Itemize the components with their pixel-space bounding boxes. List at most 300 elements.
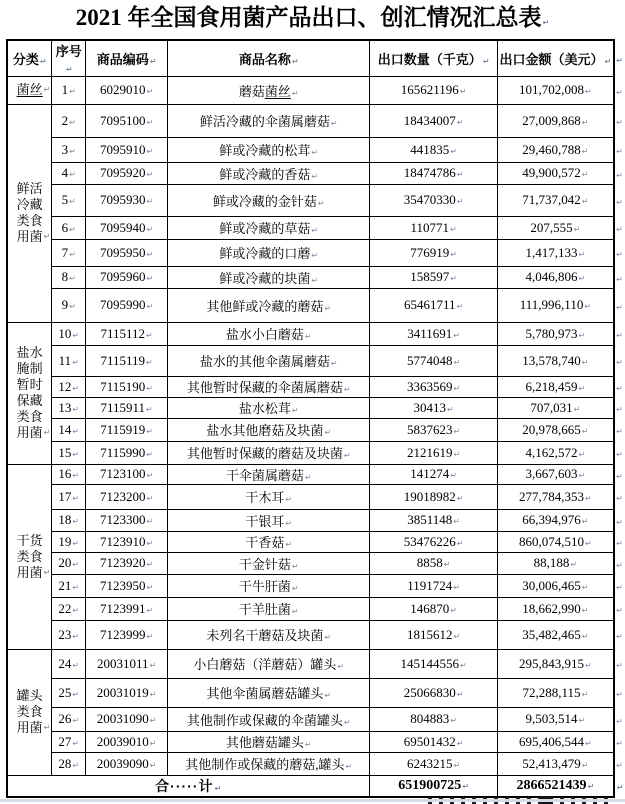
return-mark-icon: ↵ bbox=[146, 383, 153, 393]
return-mark-icon: ↵ bbox=[72, 330, 80, 340]
return-mark-icon: ↵ bbox=[616, 170, 623, 180]
return-mark-icon: ↵ bbox=[146, 538, 154, 548]
return-mark-icon: ↵ bbox=[69, 87, 76, 96]
table-header bbox=[7, 40, 624, 76]
return-mark-icon: ↵ bbox=[616, 147, 623, 156]
row-end-mark bbox=[614, 266, 624, 288]
return-mark-icon: ↵ bbox=[69, 117, 76, 127]
serial-cell: 3↵ bbox=[52, 137, 86, 162]
return-mark-icon: ↵ bbox=[146, 517, 154, 526]
code-cell: 7095910↵ bbox=[86, 137, 168, 162]
return-mark-icon: ↵ bbox=[43, 567, 51, 577]
code-cell: 7095930↵ bbox=[86, 184, 168, 216]
product-name-cell: 鲜活冷藏的伞菌属蘑菇↵ bbox=[168, 104, 370, 137]
return-mark-icon: ↵ bbox=[450, 605, 457, 615]
product-name-cell: 干香菇↵ bbox=[168, 531, 370, 552]
return-mark-icon: ↵ bbox=[72, 404, 80, 414]
product-name-cell: 盐水松茸↵ bbox=[168, 397, 370, 418]
return-mark-icon: ↵ bbox=[72, 738, 80, 748]
return-mark-icon: ↵ bbox=[616, 118, 623, 127]
return-mark-icon: ↵ bbox=[146, 493, 154, 503]
row-end-mark bbox=[614, 484, 624, 509]
return-mark-icon: ↵ bbox=[581, 170, 589, 179]
return-mark-icon: ↵ bbox=[616, 302, 623, 312]
category-cell bbox=[7, 76, 52, 104]
code-cell: 7123999↵ bbox=[86, 620, 168, 649]
serial-cell: 1↵ bbox=[52, 76, 86, 104]
amount-cell: 295,843,915↵ bbox=[497, 649, 614, 678]
return-mark-icon: ↵ bbox=[616, 560, 623, 570]
product-name-cell: 其他伞菌属蘑菇罐头↵ bbox=[168, 678, 370, 707]
column-header-category: 分类↵ bbox=[7, 40, 52, 76]
table-row bbox=[7, 531, 624, 552]
return-mark-icon: ↵ bbox=[69, 170, 76, 179]
product-name-cell: 其他蘑菇罐头↵ bbox=[168, 731, 370, 752]
row-end-mark bbox=[614, 162, 624, 184]
return-mark-icon: ↵ bbox=[616, 783, 624, 793]
total-quantity-cell: 651900725↵ bbox=[370, 775, 497, 797]
return-mark-icon: ↵ bbox=[616, 517, 623, 527]
total-amount-cell: 2866521439↵ bbox=[497, 775, 614, 797]
serial-cell: 4↵ bbox=[52, 162, 86, 184]
return-mark-icon: ↵ bbox=[456, 738, 464, 748]
return-mark-icon: ↵ bbox=[72, 493, 80, 503]
row-end-mark bbox=[614, 345, 624, 376]
return-mark-icon: ↵ bbox=[291, 584, 299, 593]
serial-cell: 22↵ bbox=[52, 597, 86, 620]
table-row bbox=[7, 597, 624, 620]
return-mark-icon: ↵ bbox=[581, 631, 589, 641]
return-mark-icon: ↵ bbox=[585, 738, 592, 748]
return-mark-icon: ↵ bbox=[291, 607, 299, 616]
serial-cell: 12↵ bbox=[52, 376, 86, 397]
quantity-cell: 146870↵ bbox=[370, 597, 497, 620]
return-mark-icon: ↵ bbox=[304, 472, 312, 482]
return-mark-icon: ↵ bbox=[453, 426, 461, 436]
product-name-cell: 其他暂时保藏的蘑菇及块菌↵ bbox=[168, 441, 370, 464]
return-mark-icon: ↵ bbox=[616, 384, 623, 393]
category-cell bbox=[7, 322, 52, 464]
category-label: 罐头类食用菌 ↵ bbox=[16, 688, 51, 735]
page-title bbox=[0, 3, 625, 38]
return-mark-icon: ↵ bbox=[69, 302, 76, 311]
return-mark-icon: ↵ bbox=[616, 716, 623, 726]
row-end-mark bbox=[614, 76, 624, 104]
row-end-mark bbox=[614, 397, 624, 418]
code-cell: 7095960↵ bbox=[86, 266, 168, 288]
product-name-cell: 其他鲜或冷藏的蘑菇↵ bbox=[168, 288, 370, 322]
row-end-mark bbox=[614, 552, 624, 574]
return-mark-icon: ↵ bbox=[482, 56, 490, 66]
product-name-cell: 鲜或冷藏的松茸↵ bbox=[168, 137, 370, 162]
code-cell: 20031090↵ bbox=[86, 707, 168, 731]
row-end-mark bbox=[614, 531, 624, 552]
row-end-mark bbox=[614, 418, 624, 441]
product-name-cell: 干伞菌属蘑菇↵ bbox=[168, 464, 370, 484]
table-row bbox=[7, 464, 624, 484]
return-mark-icon: ↵ bbox=[72, 471, 80, 480]
return-mark-icon: ↵ bbox=[324, 428, 332, 437]
total-row bbox=[7, 775, 624, 797]
table-row bbox=[7, 620, 624, 649]
serial-cell: 28↵ bbox=[52, 752, 86, 775]
return-mark-icon: ↵ bbox=[585, 538, 592, 548]
product-name-cell: 盐水的其他伞菌属蘑菇↵ bbox=[168, 345, 370, 376]
amount-cell: 277,784,353↵ bbox=[497, 484, 614, 509]
quantity-cell: 3411691↵ bbox=[370, 322, 497, 345]
product-name-cell: 鲜或冷藏的草菇↵ bbox=[168, 216, 370, 239]
return-mark-icon: ↵ bbox=[616, 225, 623, 234]
product-name-cell: 蘑菇菌丝↵ bbox=[168, 76, 370, 104]
table-body bbox=[7, 76, 624, 775]
table-row bbox=[7, 752, 624, 775]
return-mark-icon: ↵ bbox=[146, 170, 154, 179]
quantity-cell: 8858↵ bbox=[370, 552, 497, 574]
return-mark-icon: ↵ bbox=[578, 471, 586, 480]
return-mark-icon: ↵ bbox=[450, 716, 457, 725]
amount-cell: 1,417,133↵ bbox=[497, 239, 614, 266]
code-cell: 7123920↵ bbox=[86, 552, 168, 574]
product-name-cell: 鲜或冷藏的香菇↵ bbox=[168, 162, 370, 184]
return-mark-icon: ↵ bbox=[570, 560, 578, 569]
return-mark-icon: ↵ bbox=[146, 330, 153, 340]
return-mark-icon: ↵ bbox=[146, 87, 154, 96]
table-row bbox=[7, 649, 624, 678]
table-row bbox=[7, 184, 624, 216]
table-row bbox=[7, 376, 624, 397]
return-mark-icon: ↵ bbox=[330, 119, 338, 128]
return-mark-icon: ↵ bbox=[214, 783, 223, 793]
table-row bbox=[7, 418, 624, 441]
column-header-quantity: 出口数量（千克）↵ bbox=[370, 40, 497, 76]
return-mark-icon: ↵ bbox=[584, 302, 592, 311]
return-mark-icon: ↵ bbox=[585, 493, 592, 503]
return-mark-icon: ↵ bbox=[450, 146, 457, 156]
return-mark-icon: ↵ bbox=[311, 251, 319, 260]
quantity-cell: 25066830↵ bbox=[370, 678, 497, 707]
amount-cell: 3,667,603↵ bbox=[497, 464, 614, 484]
return-mark-icon: ↵ bbox=[616, 274, 623, 284]
amount-cell: 9,503,514↵ bbox=[497, 707, 614, 731]
return-mark-icon: ↵ bbox=[456, 538, 464, 548]
table-row bbox=[7, 484, 624, 509]
code-cell: 20039010↵ bbox=[86, 731, 168, 752]
return-mark-icon: ↵ bbox=[146, 471, 154, 480]
quantity-cell: 1191724↵ bbox=[370, 574, 497, 597]
serial-cell: 21↵ bbox=[52, 574, 86, 597]
row-end-mark bbox=[614, 649, 624, 678]
serial-cell: 20↵ bbox=[52, 552, 86, 574]
code-cell: 7123300↵ bbox=[86, 509, 168, 531]
product-name-cell: 鲜或冷藏的金针菇↵ bbox=[168, 184, 370, 216]
return-mark-icon: ↵ bbox=[616, 450, 623, 459]
return-mark-icon: ↵ bbox=[146, 426, 153, 436]
row-end-mark bbox=[614, 216, 624, 239]
return-mark-icon: ↵ bbox=[72, 631, 80, 641]
return-mark-icon: ↵ bbox=[149, 689, 157, 699]
quantity-cell: 145144556↵ bbox=[370, 649, 497, 678]
return-mark-icon: ↵ bbox=[453, 383, 461, 393]
return-mark-icon: ↵ bbox=[291, 88, 299, 98]
return-mark-icon: ↵ bbox=[616, 358, 623, 367]
quantity-cell: 18474786↵ bbox=[370, 162, 497, 184]
return-mark-icon: ↵ bbox=[285, 540, 293, 549]
amount-cell: 111,996,110↵ bbox=[497, 288, 614, 322]
code-cell: 6029010↵ bbox=[86, 76, 168, 104]
return-mark-icon: ↵ bbox=[616, 405, 623, 414]
return-mark-icon: ↵ bbox=[146, 605, 154, 615]
code-cell: 7115919↵ bbox=[86, 418, 168, 441]
code-cell: 20039090↵ bbox=[86, 752, 168, 775]
table-row bbox=[7, 104, 624, 137]
return-mark-icon: ↵ bbox=[578, 274, 586, 283]
return-mark-icon: ↵ bbox=[304, 740, 312, 749]
return-mark-icon: ↵ bbox=[146, 404, 153, 414]
return-mark-icon: ↵ bbox=[146, 146, 154, 156]
return-mark-icon: ↵ bbox=[149, 760, 157, 770]
serial-cell: 9↵ bbox=[52, 288, 86, 322]
table-row bbox=[7, 574, 624, 597]
quantity-cell: 441835↵ bbox=[370, 137, 497, 162]
amount-cell: 13,578,740↵ bbox=[497, 345, 614, 376]
return-mark-icon: ↵ bbox=[39, 56, 47, 66]
return-mark-icon: ↵ bbox=[146, 224, 154, 234]
row-end-mark bbox=[614, 707, 624, 731]
return-mark-icon: ↵ bbox=[324, 633, 332, 642]
table-row bbox=[7, 397, 624, 418]
quantity-cell: 804883↵ bbox=[370, 707, 497, 731]
row-end-mark bbox=[614, 104, 624, 137]
quantity-cell: 141274↵ bbox=[370, 464, 497, 484]
return-mark-icon: ↵ bbox=[616, 661, 623, 670]
row-end-mark bbox=[614, 678, 624, 707]
return-mark-icon: ↵ bbox=[291, 406, 299, 415]
row-end-mark bbox=[614, 40, 624, 76]
row-end-mark bbox=[614, 184, 624, 216]
return-mark-icon: ↵ bbox=[146, 357, 153, 367]
amount-cell: 20,978,665↵ bbox=[497, 418, 614, 441]
return-mark-icon: ↵ bbox=[69, 224, 76, 234]
category-label: 菌丝 ↵ bbox=[16, 82, 51, 97]
return-mark-icon: ↵ bbox=[65, 65, 73, 75]
table-row bbox=[7, 76, 624, 104]
column-header-serial: 序号↵ bbox=[52, 40, 86, 76]
return-mark-icon: ↵ bbox=[587, 781, 595, 791]
product-name-cell: 鲜或冷藏的块菌↵ bbox=[168, 266, 370, 288]
code-cell: 7095990↵ bbox=[86, 288, 168, 322]
return-mark-icon: ↵ bbox=[72, 538, 80, 548]
return-mark-icon: ↵ bbox=[581, 426, 589, 436]
summary-table bbox=[6, 39, 625, 798]
return-mark-icon: ↵ bbox=[43, 85, 51, 94]
category-label: 干货类食用菌 ↵ bbox=[16, 532, 51, 580]
return-mark-icon: ↵ bbox=[581, 117, 589, 127]
amount-cell: 18,662,990↵ bbox=[497, 597, 614, 620]
serial-cell: 13↵ bbox=[52, 397, 86, 418]
return-mark-icon: ↵ bbox=[585, 87, 592, 96]
quantity-cell: 69501432↵ bbox=[370, 731, 497, 752]
product-name-cell: 干金针菇↵ bbox=[168, 552, 370, 574]
return-mark-icon: ↵ bbox=[581, 197, 589, 206]
amount-cell: 66,394,976↵ bbox=[497, 509, 614, 531]
return-mark-icon: ↵ bbox=[146, 197, 154, 206]
return-mark-icon: ↵ bbox=[149, 716, 157, 725]
row-end-mark bbox=[614, 731, 624, 752]
return-mark-icon: ↵ bbox=[72, 517, 80, 526]
category-cell bbox=[7, 464, 52, 649]
table-row bbox=[7, 707, 624, 731]
code-cell: 7123200↵ bbox=[86, 484, 168, 509]
table-row bbox=[7, 509, 624, 531]
product-name-cell: 其他制作或保藏的伞菌罐头↵ bbox=[168, 707, 370, 731]
serial-cell: 24↵ bbox=[52, 649, 86, 678]
return-mark-icon: ↵ bbox=[578, 249, 586, 259]
amount-cell: 52,413,479↵ bbox=[497, 752, 614, 775]
quantity-cell: 165621196↵ bbox=[370, 76, 497, 104]
row-end-mark bbox=[614, 775, 624, 797]
return-mark-icon: ↵ bbox=[343, 717, 351, 727]
return-mark-icon: ↵ bbox=[149, 56, 157, 66]
return-mark-icon: ↵ bbox=[459, 660, 467, 670]
total-label-cell: 合·····计↵ bbox=[7, 775, 370, 797]
table-row bbox=[7, 239, 624, 266]
return-mark-icon: ↵ bbox=[311, 148, 319, 157]
code-cell: 7095940↵ bbox=[86, 216, 168, 239]
return-mark-icon: ↵ bbox=[146, 249, 154, 259]
amount-cell: 72,288,115↵ bbox=[497, 678, 614, 707]
underlined-text: 菌丝 bbox=[264, 83, 291, 99]
return-mark-icon: ↵ bbox=[72, 605, 80, 615]
row-end-mark bbox=[614, 239, 624, 266]
return-mark-icon: ↵ bbox=[616, 55, 623, 65]
return-mark-icon: ↵ bbox=[146, 560, 154, 569]
product-name-cell: 小白蘑菇（洋蘑菇）罐头↵ bbox=[168, 649, 370, 678]
return-mark-icon: ↵ bbox=[456, 493, 464, 503]
quantity-cell: 158597↵ bbox=[370, 266, 497, 288]
return-mark-icon: ↵ bbox=[146, 582, 154, 592]
serial-cell: 23↵ bbox=[52, 620, 86, 649]
return-mark-icon: ↵ bbox=[453, 582, 460, 592]
amount-cell: 49,900,572↵ bbox=[497, 162, 614, 184]
amount-cell: 707,031↵ bbox=[497, 397, 614, 418]
return-mark-icon: ↵ bbox=[72, 689, 80, 699]
serial-cell: 17↵ bbox=[52, 484, 86, 509]
table-row bbox=[7, 288, 624, 322]
return-mark-icon: ↵ bbox=[72, 716, 80, 725]
quantity-cell: 5774048↵ bbox=[370, 345, 497, 376]
amount-cell: 27,009,868↵ bbox=[497, 104, 614, 137]
quantity-cell: 35470330↵ bbox=[370, 184, 497, 216]
quantity-cell: 6243215↵ bbox=[370, 752, 497, 775]
return-mark-icon: ↵ bbox=[450, 249, 457, 259]
amount-cell: 101,702,008↵ bbox=[497, 76, 614, 104]
return-mark-icon: ↵ bbox=[146, 631, 154, 641]
quantity-cell: 1815612↵ bbox=[370, 620, 497, 649]
serial-cell: 18↵ bbox=[52, 509, 86, 531]
table-row bbox=[7, 162, 624, 184]
page-title-text: 2021 年全国食用菌产品出口、创汇情况汇总表 bbox=[75, 5, 542, 30]
row-end-mark bbox=[614, 441, 624, 464]
return-mark-icon: ↵ bbox=[43, 723, 51, 732]
return-mark-icon: ↵ bbox=[456, 302, 464, 311]
return-mark-icon: ↵ bbox=[616, 87, 623, 97]
return-mark-icon: ↵ bbox=[453, 517, 460, 526]
serial-cell: 6↵ bbox=[52, 216, 86, 239]
amount-cell: 5,780,973↵ bbox=[497, 322, 614, 345]
row-end-mark bbox=[614, 288, 624, 322]
return-mark-icon: ↵ bbox=[581, 760, 589, 770]
bottom-divider bbox=[0, 799, 625, 802]
return-mark-icon: ↵ bbox=[581, 605, 589, 615]
return-mark-icon: ↵ bbox=[317, 198, 325, 208]
return-mark-icon: ↵ bbox=[343, 451, 351, 460]
return-mark-icon: ↵ bbox=[291, 56, 299, 66]
quantity-cell: 18434007↵ bbox=[370, 104, 497, 137]
product-name-cell: 未列名干蘑菇及块菌↵ bbox=[168, 620, 370, 649]
return-mark-icon: ↵ bbox=[616, 583, 623, 592]
return-mark-icon: ↵ bbox=[616, 331, 623, 340]
quantity-cell: 65461711↵ bbox=[370, 288, 497, 322]
serial-cell: 15↵ bbox=[52, 441, 86, 464]
row-end-mark bbox=[614, 509, 624, 531]
category-cell bbox=[7, 649, 52, 775]
quantity-cell: 3363569↵ bbox=[370, 376, 497, 397]
product-name-cell: 其他暂时保藏的伞菌属蘑菇↵ bbox=[168, 376, 370, 397]
column-header-name: 商品名称↵ bbox=[168, 40, 370, 76]
code-cell: 7115190↵ bbox=[86, 376, 168, 397]
return-mark-icon: ↵ bbox=[453, 631, 461, 641]
quantity-cell: 30413↵ bbox=[370, 397, 497, 418]
return-mark-icon: ↵ bbox=[616, 471, 623, 481]
return-mark-icon: ↵ bbox=[72, 383, 80, 393]
table-row bbox=[7, 322, 624, 345]
return-mark-icon: ↵ bbox=[43, 428, 51, 437]
return-mark-icon: ↵ bbox=[72, 426, 80, 436]
category-label: 盐水腌制暂时保藏类食用菌 ↵ bbox=[16, 345, 51, 440]
return-mark-icon: ↵ bbox=[616, 494, 623, 503]
amount-cell: 4,162,572↵ bbox=[497, 441, 614, 464]
return-mark-icon: ↵ bbox=[345, 762, 353, 771]
return-mark-icon: ↵ bbox=[581, 582, 589, 592]
return-mark-icon: ↵ bbox=[573, 404, 581, 414]
code-cell: 7095950↵ bbox=[86, 239, 168, 266]
code-cell: 7095920↵ bbox=[86, 162, 168, 184]
row-end-mark bbox=[614, 752, 624, 775]
serial-cell: 26↵ bbox=[52, 707, 86, 731]
return-mark-icon: ↵ bbox=[616, 250, 623, 259]
row-end-mark bbox=[614, 137, 624, 162]
return-mark-icon: ↵ bbox=[581, 146, 589, 156]
serial-cell: 2↵ bbox=[52, 104, 86, 137]
table-row bbox=[7, 441, 624, 464]
return-mark-icon: ↵ bbox=[456, 197, 464, 206]
row-end-mark bbox=[614, 322, 624, 345]
return-mark-icon: ↵ bbox=[616, 427, 623, 436]
return-mark-icon: ↵ bbox=[573, 224, 581, 234]
return-mark-icon: ↵ bbox=[69, 249, 76, 259]
serial-cell: 11↵ bbox=[52, 345, 86, 376]
row-end-mark bbox=[614, 376, 624, 397]
return-mark-icon: ↵ bbox=[72, 582, 80, 592]
table-row bbox=[7, 216, 624, 239]
return-mark-icon: ↵ bbox=[616, 197, 623, 207]
row-end-mark bbox=[614, 574, 624, 597]
return-mark-icon: ↵ bbox=[450, 224, 457, 234]
return-mark-icon: ↵ bbox=[324, 691, 332, 700]
serial-cell: 5↵ bbox=[52, 184, 86, 216]
return-mark-icon: ↵ bbox=[616, 739, 623, 748]
code-cell: 7095100↵ bbox=[86, 104, 168, 137]
